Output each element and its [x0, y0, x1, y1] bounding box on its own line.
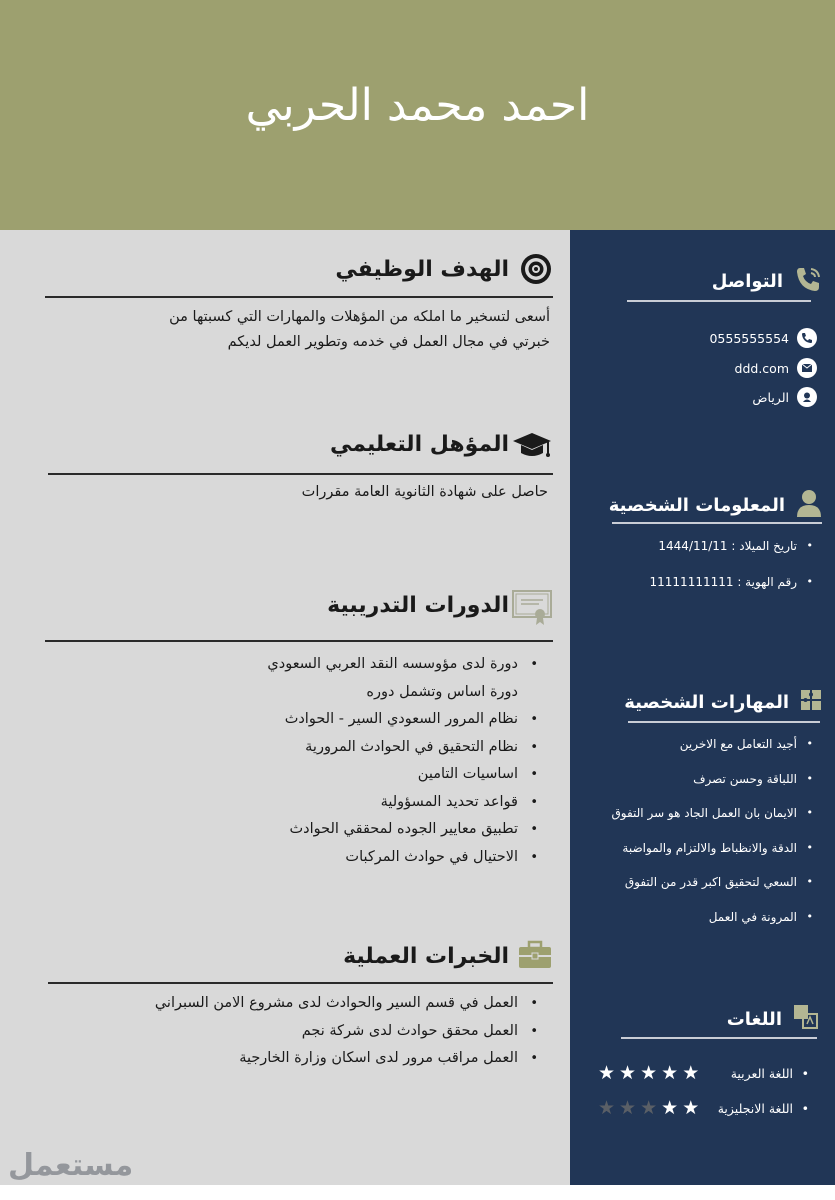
course-item: • نظام التحقيق في الحوادث المرورية: [267, 734, 540, 762]
personal-title: المعلومات الشخصية: [608, 494, 785, 516]
user-icon: [795, 488, 823, 522]
course-item: • الاحتيال في حوادث المركبات: [267, 844, 540, 872]
skills-heading: [624, 688, 823, 716]
skills-divider: [628, 721, 820, 723]
objective-divider: [45, 296, 553, 298]
phone-small-icon: [797, 328, 817, 348]
puzzle-icon: [799, 688, 823, 716]
course-item: • دورة لدى مؤوسسه النقد العربي السعودي: [267, 651, 540, 679]
experience-divider: [48, 982, 553, 984]
courses-title: الدورات التدريبية: [327, 592, 509, 618]
objective-heading: [335, 252, 553, 286]
star-filled-icon: ★: [619, 1062, 637, 1084]
experience-title: الخبرات العملية: [343, 943, 509, 969]
email-value[interactable]: ddd.com: [734, 360, 789, 376]
phone-icon: [793, 264, 823, 298]
language-rating: [598, 1064, 699, 1083]
star-filled-icon: ★: [598, 1062, 616, 1084]
contact-heading: [712, 264, 823, 298]
star-filled-icon: ★: [640, 1062, 658, 1084]
language-name: • اللغة العربية: [731, 1066, 813, 1081]
star-empty-icon: ★: [598, 1097, 616, 1119]
skill-item: • الايمان بان العمل الجاد هو سر التفوق: [611, 806, 817, 841]
education-divider: [48, 473, 553, 475]
location-value: الرياض: [752, 389, 789, 405]
location-icon: [797, 387, 817, 407]
experience-heading: [343, 939, 553, 973]
main-column: [0, 230, 570, 1185]
skill-item: • السعي لتحقيق اكبر قدر من التفوق: [611, 875, 817, 910]
experience-item: • العمل مراقب مرور لدى اسكان وزارة الخارجية: [155, 1045, 540, 1073]
course-item: • قواعد تحديد المسؤولية: [267, 789, 540, 817]
personal-divider: [612, 522, 822, 524]
header-banner: [0, 0, 835, 230]
star-filled-icon: ★: [661, 1097, 679, 1119]
courses-list: [267, 651, 540, 871]
education-heading: [330, 427, 553, 461]
language-row: [598, 1099, 813, 1118]
skill-item: • الدقة والانظباط والالتزام والمواضبة: [611, 841, 817, 876]
contact-phone: [709, 328, 817, 348]
experience-item: • العمل محقق حوادث لدى شركة نجم: [155, 1018, 540, 1046]
target-icon: [519, 252, 553, 286]
skill-item: • اللباقة وحسن تصرف: [611, 772, 817, 807]
skill-item: • أجيد التعامل مع الاخرين: [611, 737, 817, 772]
contact-divider: [627, 300, 811, 302]
language-row: [598, 1064, 813, 1083]
mail-icon: [797, 358, 817, 378]
star-filled-icon: ★: [682, 1097, 700, 1119]
objective-line: أسعى لتسخير ما املكه من المؤهلات والمهارات التي كسبتها من: [169, 309, 550, 325]
bottom-strip: [0, 1185, 835, 1200]
person-name: احمد محمد الحربي: [245, 80, 590, 131]
star-filled-icon: ★: [661, 1062, 679, 1084]
education-title: المؤهل التعليمي: [329, 431, 509, 457]
experience-item: • العمل في قسم السير والحوادث لدى مشروع الامن السبراني: [155, 990, 540, 1018]
languages-heading: [727, 1003, 820, 1035]
personal-heading: [609, 488, 823, 522]
translate-icon: [792, 1003, 820, 1035]
objective-line: خبرتي في مجال العمل في خدمه وتطوير العمل لديكم: [227, 334, 550, 350]
language-rating: [598, 1099, 699, 1118]
star-empty-icon: ★: [640, 1097, 658, 1119]
course-item: دورة اساس وتشمل دوره: [366, 683, 518, 700]
contact-email: [735, 358, 817, 378]
skills-title: المهارات الشخصية: [624, 691, 789, 713]
experience-list: [155, 990, 540, 1073]
objective-title: الهدف الوظيفي: [335, 256, 509, 282]
language-name: • اللغة الانجليزية: [718, 1101, 813, 1116]
contact-location: [752, 387, 817, 407]
sidebar: [570, 230, 835, 1185]
course-item: • نظام المرور السعودي السير - الحوادث: [267, 706, 540, 734]
contact-title: التواصل: [711, 270, 783, 292]
briefcase-icon: [519, 939, 553, 973]
skills-list: [611, 737, 817, 945]
phone-value[interactable]: 0555555554: [709, 330, 789, 346]
courses-heading: [307, 588, 553, 622]
personal-item: • تاريخ الميلاد : 1444/11/11: [650, 539, 817, 575]
personal-item: • رقم الهوية : 11111111111: [650, 575, 817, 611]
skill-item: • المرونة في العمل: [611, 910, 817, 945]
courses-divider: [45, 640, 553, 642]
graduation-cap-icon: [519, 427, 553, 461]
certificate-icon: [519, 588, 553, 622]
languages-divider: [621, 1037, 817, 1039]
education-text: حاصل على شهادة الثانوية العامة مقررات: [301, 484, 548, 500]
course-item: • تطبيق معايير الجوده لمحققي الحوادث: [267, 816, 540, 844]
personal-list: [650, 539, 817, 611]
objective-text: [40, 305, 550, 355]
star-empty-icon: ★: [619, 1097, 637, 1119]
languages-title: اللغات: [726, 1008, 782, 1030]
star-filled-icon: ★: [682, 1062, 700, 1084]
course-item: • اساسيات التامين: [267, 761, 540, 789]
watermark-logo: مستعمل: [8, 1148, 134, 1183]
